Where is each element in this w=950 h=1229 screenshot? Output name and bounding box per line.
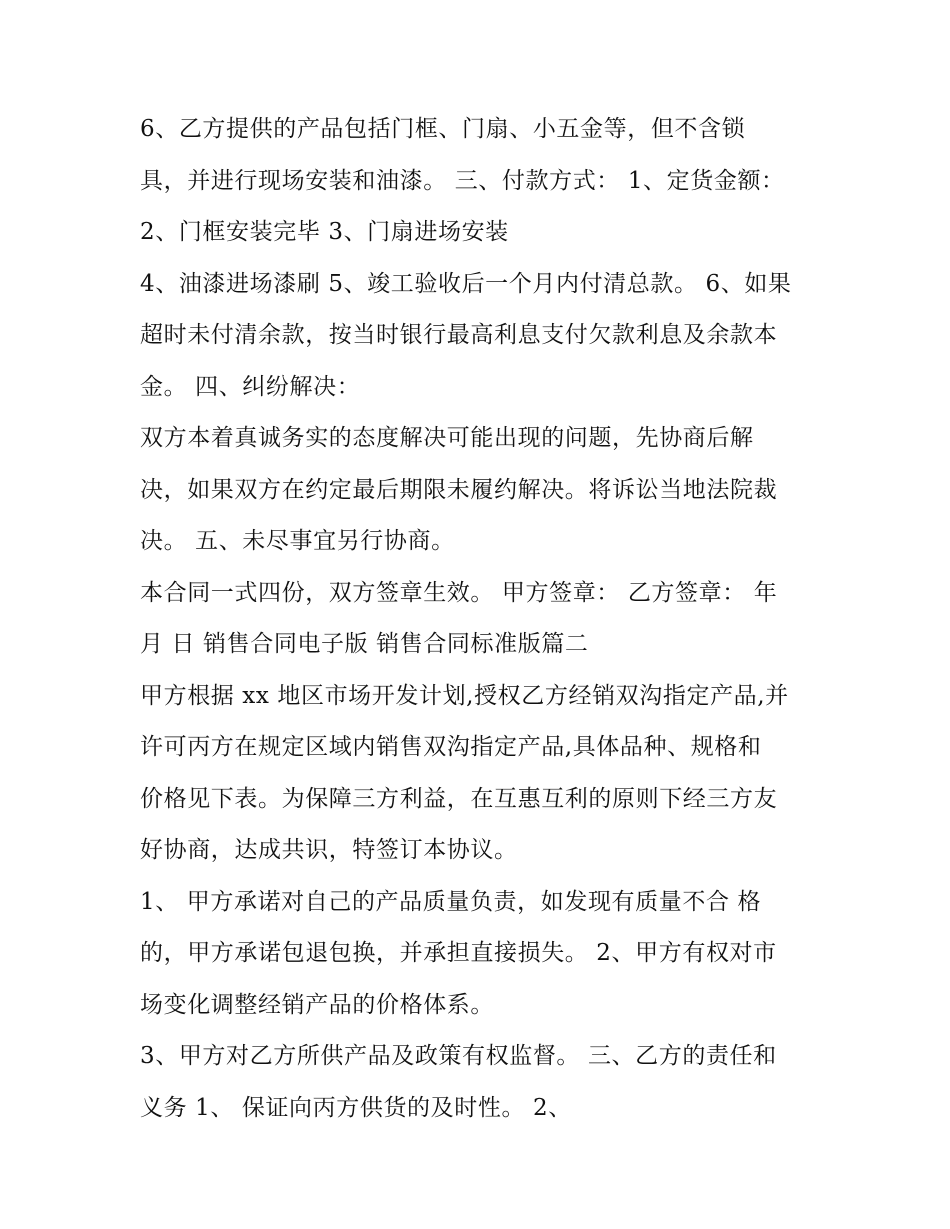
text-line: 决。 五、未尽事宜另行协商。 <box>140 528 455 554</box>
text-line: 6、乙方提供的产品包括门框、门扇、小五金等，但不含锁 <box>140 116 746 142</box>
text-line: 具，并进行现场安装和油漆。 三、付款方式： 1、定货金额： <box>140 167 785 194</box>
text-line: 好协商，达成共识，特签订本协议。 <box>140 837 518 863</box>
text-line: 金。 四、纠纷解决： <box>140 373 361 400</box>
text-line: 义务 1、 保证向丙方供货的及时性。 2、 <box>140 1094 572 1121</box>
document-body <box>140 104 830 1134</box>
text-line: 决，如果双方在约定最后期限未履约解决。将诉讼当地法院裁 <box>140 476 778 503</box>
text-line: 1、 甲方承诺对自己的产品质量负责，如发现有质量不合 格 <box>140 888 762 915</box>
text-line: 许可丙方在规定区域内销售双沟指定产品,具体品种、规格和 <box>140 734 762 760</box>
text-line: 双方本着真诚务实的态度解决可能出现的问题，先协商后解 <box>140 425 754 451</box>
text-line: 本合同一式四份，双方签章生效。 甲方签章： 乙方签章： 年 <box>140 579 778 606</box>
text-line: 价格见下表。为保障三方利益，在互惠互利的原则下经三方友 <box>140 785 778 812</box>
text-line: 2、门框安装完毕 3、门扇进场安装 <box>140 219 509 245</box>
text-line: 场变化调整经销产品的价格体系。 <box>140 991 494 1018</box>
text-line: 4、油漆进场漆刷 5、竣工验收后一个月内付清总款。 6、如果 <box>140 270 792 297</box>
text-line: 的，甲方承诺包退包换，并承担直接损失。 2、甲方有权对市 <box>140 940 777 966</box>
text-line: 3、甲方对乙方所供产品及政策有权监督。 三、乙方的责任和 <box>140 1043 777 1069</box>
text-line: 月 日 销售合同电子版 销售合同标准版篇二 <box>140 631 589 657</box>
text-line: 超时未付清余款，按当时银行最高利息支付欠款利息及余款本 <box>140 322 778 348</box>
text-line: 甲方根据 xx 地区市场开发计划,授权乙方经销双沟指定产品,并 <box>140 682 789 709</box>
